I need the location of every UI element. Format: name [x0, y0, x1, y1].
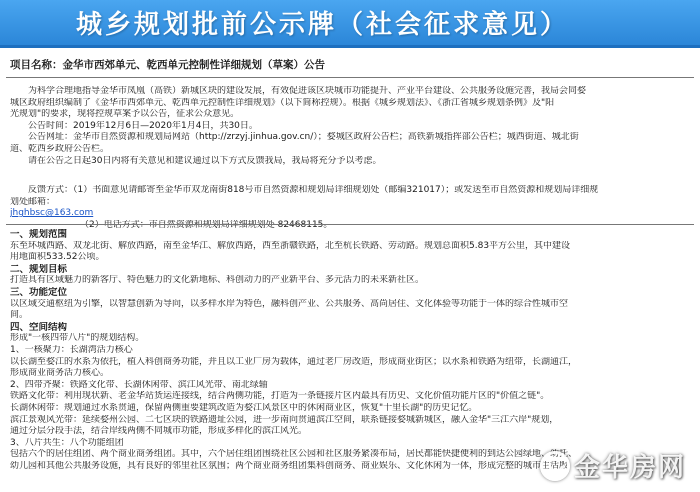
section-line: 2、四带齐聚：铁路文化带、长湖休闲带、滨江风光带、南北绿轴 — [10, 379, 268, 390]
feedback-email-label: 划处邮箱： — [10, 196, 56, 207]
section-line: 以区域交通枢纽为引擎，以智慧创新为导向，以多样水岸为特色，融科创产业、公共服务、高尚居住、文化体验等功能于一体的综合性城市空 — [10, 298, 569, 309]
divider — [6, 77, 694, 78]
section-heading: 四、空间结构 — [10, 321, 68, 333]
house-logo-icon — [540, 451, 570, 481]
feedback-line: 反馈方式：（1）书面意见请邮寄至金华市双龙南街818号市自然资源和规划局详细规划处（邮编321017）；或发送至市自然资源和规划局详细规 — [28, 185, 599, 195]
plan-sections — [10, 229, 692, 472]
section-line: 通过分层分段手法，结合岸线两侧不同城市功能，形成多样化的滨江风光。 — [10, 426, 308, 437]
section-line: 间。 — [10, 310, 29, 321]
section-line: 东至环城西路、双龙北街、解放西路，南至金华江、解放西路，西至浙赣铁路，北至杭长铁路、劳动路。规划总面积5.83平方公里，其中建设 — [10, 240, 571, 251]
section-line: 包括六个的居住组团、两个商业商务组团。其中，六个居住组团围绕社区公园和社区服务紧凑布局，居民都能快捷便利的到达公园绿地、幼托、 — [10, 449, 578, 460]
feedback-email-link[interactable]: jhghbsc@163.com — [10, 208, 94, 219]
notice-title: 城乡规划批前公示牌（社会征求意见） — [76, 10, 570, 40]
section-line: 滨江景观风光带：延续婺州公园、二七区块的铁路遗址公园，进一步南向贯通滨江空间，联系链接婺城新城区，融入金华"三江六岸"规划， — [10, 414, 559, 425]
section-line: 幼儿园和其他公共服务设施，具有良好的邻里社区氛围；两个商业商务组团集科创商务、商业娱乐、文化休闲为一体，形成完整的城市生活服 — [10, 460, 569, 471]
section-heading: 二、规划目标 — [10, 263, 68, 275]
section-line: 形成"一核四带八片"的规划结构。 — [10, 333, 145, 344]
section-line: 1、一核聚力：长湖湾活力核心 — [10, 344, 133, 355]
intro-line: 为科学合理地指导金华市凤凰（高铁）新城区块的建设发展，有效促进该区块城市功能提升、产业平台建设、公共服务设施完善，我局会同婺 — [28, 86, 587, 96]
feedback-line — [10, 208, 692, 220]
notice-banner — [0, 0, 700, 48]
section-line: 3、八片共生：八个功能组团 — [10, 437, 124, 448]
section-line: 打造具有区域魅力的新客厅、特色魅力的文化新地标、科创动力的产业新平台、多元活力的未来新社区。 — [10, 275, 425, 286]
announcement-url: 公告网址：金华市自然资源和规划局网站（http://zrzyj.jinhua.gov.cn/）；婺城区政府公告栏；高铁新城指挥部公告栏；城西街道、城北街 — [28, 132, 579, 143]
section-line: 长湖休闲带：规划通过水系贯通，保留两侧重要建筑改造为婺江风景区中的休闲商业区，恢复"十里长湖"的历史记忆。 — [10, 402, 478, 413]
intro-line: 请在公告之日起30日内将有关意见和建议通过以下方式反馈我局，我局将充分予以考虑。 — [28, 155, 382, 166]
announcement-period: 公告时间：2019年12月6日—2020年1月4日，共30日。 — [28, 120, 258, 131]
project-name: 项目名称：金华市西郊单元、乾西单元控制性详细规划（草案）公告 — [10, 59, 325, 71]
intro-line: 道、乾西乡政府公告栏。 — [10, 143, 110, 154]
section-heading: 三、功能定位 — [10, 286, 68, 298]
intro-line: 城区政府组织编制了《金华市西郊单元、乾西单元控制性详细规划》（以下简称控规）。根据《城乡规划法》、《浙江省城乡规划条例》及"阳 — [10, 97, 555, 108]
divider — [6, 224, 694, 225]
section-line: 铁路文化带：利用现状新、老金华站货运连接线，结合两侧功能，打造为一条链接片区内最具有历史、文化价值功能片区的"价值之链"。 — [10, 391, 550, 402]
section-line: 用地面积533.52公顷。 — [10, 252, 105, 263]
section-line: 以长湖至婺江的水系为依托，植入科创商务功能，并且以工业厂房为载体，通过老厂房改造，形成商业街区；以水系和铁路为纽带，长湖通江， — [10, 356, 578, 367]
intro-line: 光规划"的要求，现将控规草案予以公告，征求公众意见。 — [10, 109, 240, 120]
section-heading: 一、规划范围 — [10, 229, 68, 240]
watermark-text: 金华房网 — [573, 453, 686, 483]
intro-block — [10, 86, 692, 167]
feedback-line — [10, 197, 692, 209]
site-watermark — [540, 447, 686, 484]
section-line: 形成商业商务活力核心。 — [10, 368, 110, 379]
